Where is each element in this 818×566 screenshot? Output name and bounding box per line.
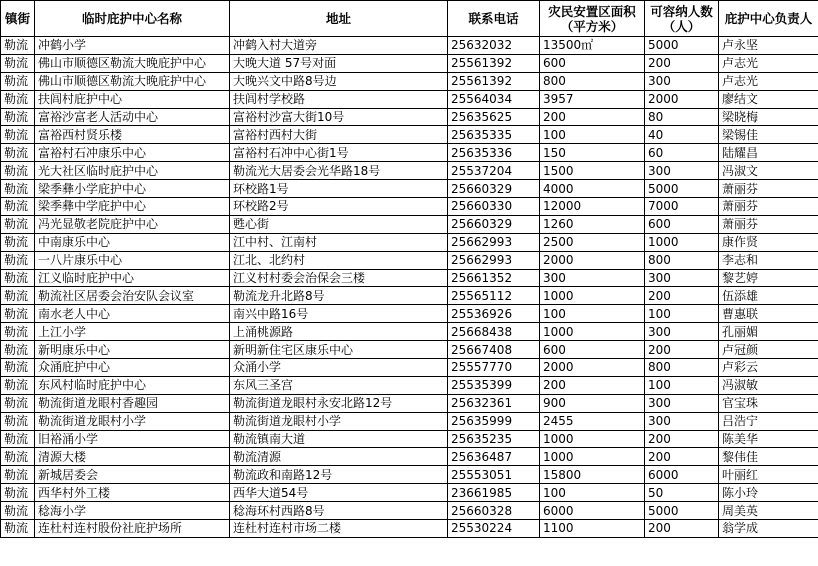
phone-cell: 25537204 (448, 162, 540, 180)
shelter-name-cell: 江义临时庇护中心 (35, 269, 230, 287)
manager-cell: 萧丽芬 (719, 215, 818, 233)
table-row (1, 484, 818, 502)
capacity-cell: 600 (645, 215, 719, 233)
table-row (1, 520, 818, 538)
phone-cell: 25632361 (448, 394, 540, 412)
manager-cell: 李志和 (719, 251, 818, 269)
capacity-cell: 5000 (645, 502, 719, 520)
capacity-cell: 300 (645, 412, 719, 430)
table-row (1, 90, 818, 108)
town-cell: 勒流 (1, 484, 35, 502)
area-cell: 15800 (540, 466, 645, 484)
table-row (1, 287, 818, 305)
phone-cell: 25557770 (448, 359, 540, 377)
shelter-name-cell: 一八片康乐中心 (35, 251, 230, 269)
phone-cell: 25565112 (448, 287, 540, 305)
manager-cell: 萧丽芬 (719, 180, 818, 198)
manager-cell: 伍添雄 (719, 287, 818, 305)
shelter-name-cell: 新明康乐中心 (35, 341, 230, 359)
address-cell: 江中村、江南村 (230, 233, 448, 251)
area-cell: 150 (540, 144, 645, 162)
shelter-name-cell: 上江小学 (35, 323, 230, 341)
table-row (1, 37, 818, 55)
header-area: 灾民安置区面积（平方米） (540, 1, 645, 37)
capacity-cell: 5000 (645, 180, 719, 198)
table-row (1, 72, 818, 90)
town-cell: 勒流 (1, 412, 35, 430)
table-row (1, 269, 818, 287)
capacity-cell: 300 (645, 72, 719, 90)
town-cell: 勒流 (1, 376, 35, 394)
town-cell: 勒流 (1, 305, 35, 323)
capacity-cell: 800 (645, 251, 719, 269)
phone-cell: 25561392 (448, 54, 540, 72)
town-cell: 勒流 (1, 215, 35, 233)
shelter-name-cell: 旧裕涌小学 (35, 430, 230, 448)
phone-cell: 23661985 (448, 484, 540, 502)
phone-cell: 25667408 (448, 341, 540, 359)
town-cell: 勒流 (1, 108, 35, 126)
table-row (1, 198, 818, 216)
address-cell: 勒流光大居委会光华路18号 (230, 162, 448, 180)
table-row (1, 394, 818, 412)
shelter-name-cell: 佛山市顺德区勒流大晚庇护中心 (35, 72, 230, 90)
table-row (1, 54, 818, 72)
area-cell: 900 (540, 394, 645, 412)
table-row (1, 376, 818, 394)
manager-cell: 廖结文 (719, 90, 818, 108)
capacity-cell: 200 (645, 448, 719, 466)
shelter-name-cell: 富裕村石冲康乐中心 (35, 144, 230, 162)
address-cell: 冲鹤入村大道旁 (230, 37, 448, 55)
header-row (1, 1, 818, 37)
table-row (1, 448, 818, 466)
address-cell: 众涌小学 (230, 359, 448, 377)
area-cell: 2455 (540, 412, 645, 430)
phone-cell: 25660328 (448, 502, 540, 520)
table-row (1, 215, 818, 233)
area-cell: 300 (540, 269, 645, 287)
town-cell: 勒流 (1, 144, 35, 162)
manager-cell: 萧丽芬 (719, 198, 818, 216)
shelter-name-cell: 冲鹤小学 (35, 37, 230, 55)
phone-cell: 25561392 (448, 72, 540, 90)
header-town: 镇街 (1, 1, 35, 37)
town-cell: 勒流 (1, 54, 35, 72)
area-cell: 12000 (540, 198, 645, 216)
area-cell: 3957 (540, 90, 645, 108)
manager-cell: 周美英 (719, 502, 818, 520)
shelter-name-cell: 南水老人中心 (35, 305, 230, 323)
town-cell: 勒流 (1, 90, 35, 108)
address-cell: 江北、北约村 (230, 251, 448, 269)
town-cell: 勒流 (1, 72, 35, 90)
phone-cell: 25635335 (448, 126, 540, 144)
manager-cell: 康作贤 (719, 233, 818, 251)
manager-cell: 卢志光 (719, 54, 818, 72)
capacity-cell: 7000 (645, 198, 719, 216)
town-cell: 勒流 (1, 233, 35, 251)
shelter-name-cell: 中南康乐中心 (35, 233, 230, 251)
area-cell: 200 (540, 108, 645, 126)
manager-cell: 冯淑文 (719, 162, 818, 180)
address-cell: 富裕村沙富大街10号 (230, 108, 448, 126)
address-cell: 上涌桃源路 (230, 323, 448, 341)
address-cell: 勒流龙升北路8号 (230, 287, 448, 305)
area-cell: 100 (540, 484, 645, 502)
address-cell: 稔海环村西路8号 (230, 502, 448, 520)
town-cell: 勒流 (1, 198, 35, 216)
town-cell: 勒流 (1, 359, 35, 377)
area-cell: 100 (540, 126, 645, 144)
header-phone: 联系电话 (448, 1, 540, 37)
area-cell: 1100 (540, 520, 645, 538)
manager-cell: 卢志光 (719, 72, 818, 90)
town-cell: 勒流 (1, 520, 35, 538)
table-row (1, 430, 818, 448)
town-cell: 勒流 (1, 448, 35, 466)
address-cell: 江义村村委会治保会三楼 (230, 269, 448, 287)
shelter-name-cell: 西华村外工楼 (35, 484, 230, 502)
shelter-name-cell: 佛山市顺德区勒流大晚庇护中心 (35, 54, 230, 72)
town-cell: 勒流 (1, 269, 35, 287)
manager-cell: 陈小玲 (719, 484, 818, 502)
shelter-name-cell: 勒流街道龙眼村小学 (35, 412, 230, 430)
address-cell: 连杜村连村市场二楼 (230, 520, 448, 538)
header-capacity: 可容纳人数（人） (645, 1, 719, 37)
capacity-cell: 200 (645, 520, 719, 538)
phone-cell: 25660330 (448, 198, 540, 216)
shelter-name-cell: 勒流社区居委会治安队会议室 (35, 287, 230, 305)
town-cell: 勒流 (1, 37, 35, 55)
address-cell: 勒流政和南路12号 (230, 466, 448, 484)
capacity-cell: 1000 (645, 233, 719, 251)
table-row (1, 144, 818, 162)
address-cell: 勒流街道龙眼村永安北路12号 (230, 394, 448, 412)
town-cell: 勒流 (1, 323, 35, 341)
phone-cell: 25668438 (448, 323, 540, 341)
capacity-cell: 300 (645, 162, 719, 180)
area-cell: 2500 (540, 233, 645, 251)
table-row (1, 305, 818, 323)
shelter-name-cell: 新城居委会 (35, 466, 230, 484)
manager-cell: 梁晓梅 (719, 108, 818, 126)
table-row (1, 341, 818, 359)
capacity-cell: 300 (645, 269, 719, 287)
shelter-name-cell: 勒流街道龙眼村香趣园 (35, 394, 230, 412)
area-cell: 13500㎡ (540, 37, 645, 55)
capacity-cell: 100 (645, 305, 719, 323)
area-cell: 100 (540, 305, 645, 323)
capacity-cell: 80 (645, 108, 719, 126)
phone-cell: 25564034 (448, 90, 540, 108)
shelter-name-cell: 众涌庇护中心 (35, 359, 230, 377)
town-cell: 勒流 (1, 251, 35, 269)
phone-cell: 25535399 (448, 376, 540, 394)
phone-cell: 25662993 (448, 251, 540, 269)
capacity-cell: 50 (645, 484, 719, 502)
table-row (1, 359, 818, 377)
manager-cell: 吕浩宁 (719, 412, 818, 430)
phone-cell: 25660329 (448, 215, 540, 233)
area-cell: 1000 (540, 323, 645, 341)
manager-cell: 官宝珠 (719, 394, 818, 412)
area-cell: 800 (540, 72, 645, 90)
capacity-cell: 200 (645, 430, 719, 448)
address-cell: 富裕村西村大街 (230, 126, 448, 144)
phone-cell: 25536926 (448, 305, 540, 323)
address-cell: 勒流镇南大道 (230, 430, 448, 448)
area-cell: 1000 (540, 430, 645, 448)
capacity-cell: 300 (645, 323, 719, 341)
address-cell: 西华大道54号 (230, 484, 448, 502)
shelter-name-cell: 光大社区临时庇护中心 (35, 162, 230, 180)
manager-cell: 冯淑敏 (719, 376, 818, 394)
capacity-cell: 100 (645, 376, 719, 394)
phone-cell: 25636487 (448, 448, 540, 466)
table-row (1, 108, 818, 126)
table-row (1, 126, 818, 144)
phone-cell: 25635625 (448, 108, 540, 126)
address-cell: 扶闾村学校路 (230, 90, 448, 108)
capacity-cell: 6000 (645, 466, 719, 484)
table-row (1, 180, 818, 198)
phone-cell: 25661352 (448, 269, 540, 287)
phone-cell: 25632032 (448, 37, 540, 55)
phone-cell: 25553051 (448, 466, 540, 484)
capacity-cell: 200 (645, 341, 719, 359)
table-row (1, 412, 818, 430)
phone-cell: 25660329 (448, 180, 540, 198)
town-cell: 勒流 (1, 394, 35, 412)
capacity-cell: 200 (645, 287, 719, 305)
manager-cell: 孔丽媚 (719, 323, 818, 341)
table-header (1, 1, 818, 37)
shelter-name-cell: 稔海小学 (35, 502, 230, 520)
address-cell: 新明新住宅区康乐中心 (230, 341, 448, 359)
address-cell: 东风三圣宫 (230, 376, 448, 394)
town-cell: 勒流 (1, 126, 35, 144)
shelter-name-cell: 富裕西村贤乐楼 (35, 126, 230, 144)
table-row (1, 251, 818, 269)
capacity-cell: 800 (645, 359, 719, 377)
manager-cell: 卢冠颜 (719, 341, 818, 359)
header-address: 地址 (230, 1, 448, 37)
manager-cell: 卢永坚 (719, 37, 818, 55)
phone-cell: 25635336 (448, 144, 540, 162)
address-cell: 勒流街道龙眼村小学 (230, 412, 448, 430)
shelter-name-cell: 扶闾村庇护中心 (35, 90, 230, 108)
table-body (1, 37, 818, 538)
area-cell: 1000 (540, 287, 645, 305)
capacity-cell: 5000 (645, 37, 719, 55)
address-cell: 环校路2号 (230, 198, 448, 216)
area-cell: 1000 (540, 448, 645, 466)
capacity-cell: 40 (645, 126, 719, 144)
address-cell: 大晚大道 57号对面 (230, 54, 448, 72)
town-cell: 勒流 (1, 180, 35, 198)
capacity-cell: 2000 (645, 90, 719, 108)
shelter-name-cell: 东风村临时庇护中心 (35, 376, 230, 394)
town-cell: 勒流 (1, 466, 35, 484)
header-manager: 庇护中心负责人 (719, 1, 818, 37)
shelter-name-cell: 清源大楼 (35, 448, 230, 466)
area-cell: 1500 (540, 162, 645, 180)
area-cell: 200 (540, 376, 645, 394)
town-cell: 勒流 (1, 162, 35, 180)
table-row (1, 466, 818, 484)
area-cell: 600 (540, 54, 645, 72)
capacity-cell: 200 (645, 54, 719, 72)
town-cell: 勒流 (1, 502, 35, 520)
area-cell: 2000 (540, 251, 645, 269)
shelter-name-cell: 梁季彝小学庇护中心 (35, 180, 230, 198)
town-cell: 勒流 (1, 287, 35, 305)
manager-cell: 卢彩云 (719, 359, 818, 377)
shelter-name-cell: 连杜村连村股份社庇护场所 (35, 520, 230, 538)
table-row (1, 323, 818, 341)
manager-cell: 叶丽红 (719, 466, 818, 484)
phone-cell: 25635999 (448, 412, 540, 430)
manager-cell: 黎伟佳 (719, 448, 818, 466)
phone-cell: 25662993 (448, 233, 540, 251)
address-cell: 大晚兴文中路8号边 (230, 72, 448, 90)
shelter-name-cell: 梁季彝中学庇护中心 (35, 198, 230, 216)
manager-cell: 黎艺婷 (719, 269, 818, 287)
area-cell: 4000 (540, 180, 645, 198)
address-cell: 甦心街 (230, 215, 448, 233)
address-cell: 南兴中路16号 (230, 305, 448, 323)
town-cell: 勒流 (1, 341, 35, 359)
shelter-name-cell: 富裕沙富老人活动中心 (35, 108, 230, 126)
manager-cell: 翁学成 (719, 520, 818, 538)
area-cell: 1260 (540, 215, 645, 233)
table-row (1, 502, 818, 520)
capacity-cell: 60 (645, 144, 719, 162)
area-cell: 6000 (540, 502, 645, 520)
header-shelter-name: 临时庇护中心名称 (35, 1, 230, 37)
shelter-name-cell: 冯光显敬老院庇护中心 (35, 215, 230, 233)
manager-cell: 梁锡佳 (719, 126, 818, 144)
manager-cell: 曹惠联 (719, 305, 818, 323)
address-cell: 富裕村石冲中心街1号 (230, 144, 448, 162)
table-row (1, 233, 818, 251)
phone-cell: 25530224 (448, 520, 540, 538)
manager-cell: 陈美华 (719, 430, 818, 448)
address-cell: 环校路1号 (230, 180, 448, 198)
area-cell: 600 (540, 341, 645, 359)
town-cell: 勒流 (1, 430, 35, 448)
address-cell: 勒流清源 (230, 448, 448, 466)
capacity-cell: 300 (645, 394, 719, 412)
table-row (1, 162, 818, 180)
area-cell: 2000 (540, 359, 645, 377)
phone-cell: 25635235 (448, 430, 540, 448)
manager-cell: 陆耀昌 (719, 144, 818, 162)
